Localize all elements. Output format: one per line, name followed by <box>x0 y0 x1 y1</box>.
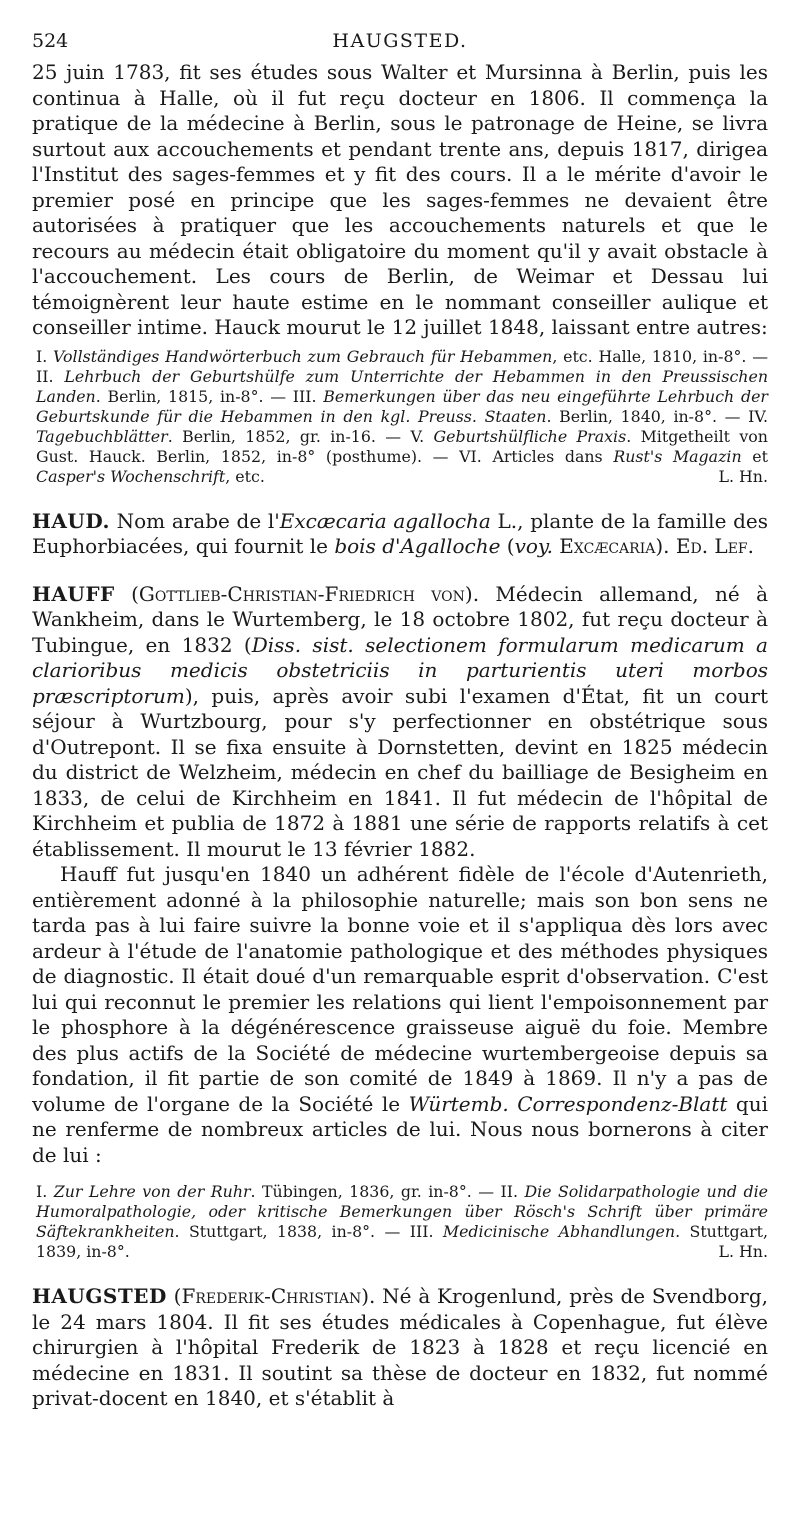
author-signature: L. Hn. <box>718 466 768 486</box>
bib-title: Casper's Wochenschrift <box>36 466 226 486</box>
entry-headword: HAUGSTED <box>32 1284 167 1308</box>
entry-haud: HAUD. Nom arabe de l'Excæcaria agallocha L., plante de la famille des Euphorbiacées, qui fournit le bois d'Agalloche (voy. Excæcaria). Ed. Lef. <box>32 508 768 558</box>
hauck-bibliography: I. Vollständiges Handwörterbuch zum Gebrauch für Hebammen, etc. Halle, 1810, in-8°. — II. Lehrbuch der Geburtshülfe zum Unterrichte der Hebammen in den Preussischen Landen. Berlin, 1815, in-8°. — III. Bemerkungen über das neu eingeführte Lehrbuch der Geburtskunde für die Hebammen in den kgl. Preuss. Staaten. Berlin, 1840, in-8°. — IV. Tagebuchblätter. Berlin, 1852, gr. in-16. — V. Geburtshülfliche Praxis. Mitgetheilt von Gust. Hauck. Berlin, 1852, in-8° (posthume). — VI. Articles dans Rust's Magazin et Casper's Wochenschrift, etc. L. Hn. <box>36 346 769 486</box>
entry-given-names: (Frederik-Christian). <box>166 1284 376 1308</box>
hauck-biography-continuation: 25 juin 1783, fit ses études sous Walter et Mursinna à Berlin, puis les continua à Halle, où il fut reçu docteur en 1806. Il commença la pratique de la médecine à Berlin, sous le patronage de Heine, se livra surtout aux accouchements et pendant trente ans, depuis 1817, dirigea l'Institut des sages-femmes et y fit des cours. Il a le mérite d'avoir le premier posé en principe que les sages-femmes ne devaient être autorisées à pratiquer que les accouchements naturels et que le recours au médecin était obligatoire du moment qu'il y avait obstacle à l'accouchement. Les cours de Berlin, de Weimar et Dessau lui témoignèrent leur haute estime en le nommant conseiller aulique et conseiller intime. Hauck mourut le 12 juillet 1848, laissant entre autres: <box>32 60 768 339</box>
hauff-paragraph-2: Hauff fut jusqu'en 1840 un adhérent fidèle de l'école d'Autenrieth, entièrement adonné à la philosophie naturelle; mais son bon sens ne tarda pas à lui faire suivre la bonne voie et il s'appliqua dès lors avec ardeur à l'étude de l'anatomie pathologique et des méthodes physiques de diagnostic. Il était doué d'un remarquable esprit d'observation. C'est lui qui reconnut le premier les relations qui lient l'empoisonnement par le phosphore à la dégénérescence graisseuse aiguë du foie. Membre des plus actifs de la Société de médecine wurtembergeoise depuis sa fondation, il fit partie de son comité de 1849 à 1869. Il n'y a pas de volume de l'organe de la Société le Würtemb. Correspondenz-Blatt qui ne renferme de nombreux articles de lui. Nous nous bornerons à citer de lui : <box>32 862 768 1167</box>
document-page <box>32 30 768 1412</box>
entry-haugsted: HAUGSTED (Frederik-Christian). Né à Krogenlund, près de Svendborg, le 24 mars 1804. Il fit ses études médicales à Copenhague, fut élève chirurgien à l'hôpital Frederik de 1823 à 1828 et reçu licencié en médecine en 1831. Il soutint sa thèse de docteur en 1832, fut nommé privat-docent en 1840, et s'établit à <box>32 1284 768 1410</box>
entry-given-names: (Gottlieb-Christian-Friedrich von). <box>114 581 480 606</box>
author-signature: Ed. Lef. <box>675 534 755 558</box>
page-number: 524 <box>32 30 69 52</box>
bib-title: Geburtshülfliche Praxis <box>433 426 627 446</box>
bib-title: Rust's Magazin <box>613 446 742 466</box>
bib-title: Bemerkungen über das neu eingeführte Lehrbuch der Geburtskunde für die Hebammen in den kgl. Preuss. Staaten <box>36 386 768 426</box>
entry-hauff: HAUFF (Gottlieb-Christian-Friedrich von). Médecin allemand, né à Wankheim, dans le Wurtemberg, le 18 octobre 1802, fut reçu docteur à Tubingue, en 1832 (Diss. sist. selectionem formularum medicarum a clarioribus medicis obstetriciis in parturientis uteri morbos præscriptorum), puis, après avoir subi l'examen d'État, fit un court séjour à Wurtzbourg, pour s'y perfectionner en obstétrique sous d'Outrepont. Il se fixa ensuite à Dornstetten, devint en 1825 médecin du district de Welzheim, médecin en chef du bailliage de Besigheim en 1833, de celui de Kirchheim en 1841. Il fut médecin de l'hôpital de Kirchheim et publia de 1872 à 1881 une série de rapports relatifs à cet établissement. Il mourut le 13 février 1882. <box>32 581 768 861</box>
dissertation-title: Diss. sist. selectionem formularum medicarum a clarioribus medicis obstetriciis in parturientis uteri morbos præscriptorum <box>32 632 768 708</box>
entry-headword: HAUD. <box>32 508 110 533</box>
page-header <box>32 30 768 60</box>
running-title: HAUGSTED. <box>332 30 468 52</box>
entry-headword: HAUFF <box>32 581 115 606</box>
bib-title: Medicinische Abhandlungen <box>442 1222 676 1241</box>
hauff-bibliography: I. Zur Lehre von der Ruhr. Tübingen, 1836, gr. in-8°. — II. Die Solidarpathologie und die Humoralpathologie, oder kritische Bemerkungen über Rösch's Schrift über primäre Säftekrankheiten. Stuttgart, 1838, in-8°. — III. Medicinische Abhandlungen. Stuttgart, 1839, in-8°. L. Hn. <box>36 1182 769 1261</box>
cross-reference: Excæcaria <box>559 534 656 558</box>
bib-title: Die Solidarpathologie und die Humoralpathologie, oder kritische Bemerkungen über Rösch's Schrift über primäre Säftekrankheiten <box>36 1182 768 1241</box>
bib-title: Lehrbuch der Geburtshülfe zum Unterrichte der Hebammen in den Preussischen Landen <box>36 366 769 406</box>
bib-title: Tagebuchblätter <box>36 426 168 446</box>
bib-title: Vollständiges Handwörterbuch zum Gebrauch für Hebammen <box>53 346 553 366</box>
bib-title: Zur Lehre von der Ruhr <box>53 1182 251 1201</box>
author-signature: L. Hn. <box>718 1242 768 1261</box>
